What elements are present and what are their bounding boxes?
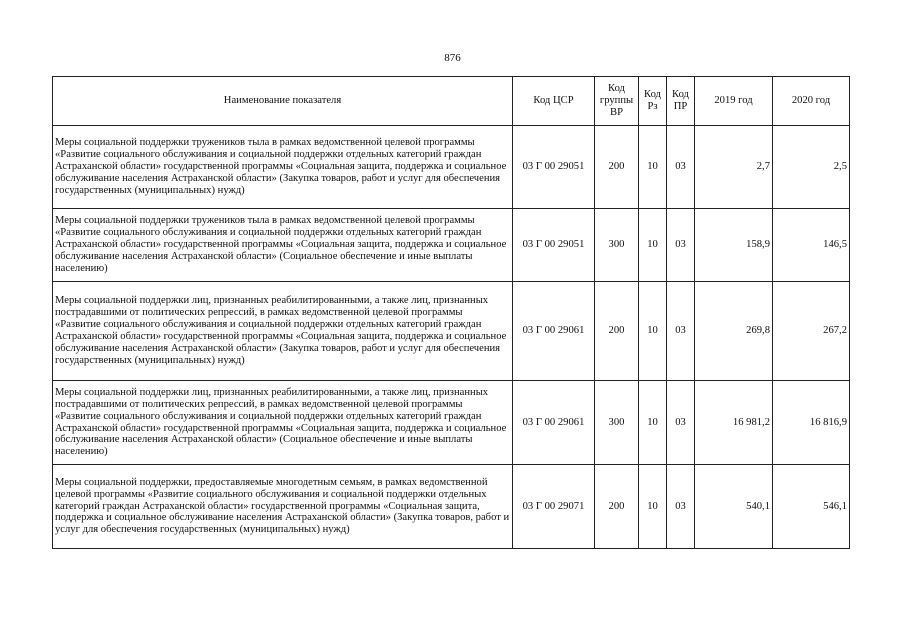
row-vr-code: 200 [595, 126, 639, 209]
row-value-2019: 540,1 [695, 465, 773, 549]
row-rz-code: 10 [639, 282, 667, 381]
row-rz-code: 10 [639, 381, 667, 465]
row-rz-code: 10 [639, 209, 667, 282]
row-value-2019: 269,8 [695, 282, 773, 381]
row-csr-code: 03 Г 00 29061 [513, 282, 595, 381]
row-pr-code: 03 [667, 126, 695, 209]
row-name: Меры социальной поддержки, предоставляемые многодетным семьям, в рамках ведомственной целевой программы «Развитие социального обслуживания и социальной поддержки отдельных категорий граждан Астраханской области» государственной программы «Социальная защита, поддержка и социальное обслуживание населения Астраханской области» (Закупка товаров, работ и услуг для обеспечения государственных (муниципальных) нужд) [53, 465, 513, 549]
row-value-2020: 146,5 [773, 209, 850, 282]
row-pr-code: 03 [667, 381, 695, 465]
row-value-2020: 267,2 [773, 282, 850, 381]
header-2020: 2020 год [773, 77, 850, 126]
row-pr-code: 03 [667, 209, 695, 282]
row-value-2020: 2,5 [773, 126, 850, 209]
row-vr-code: 200 [595, 282, 639, 381]
header-csr-code: Код ЦСР [513, 77, 595, 126]
header-vr-code: Код группы ВР [595, 77, 639, 126]
table-row [53, 282, 850, 381]
header-2019: 2019 год [695, 77, 773, 126]
row-value-2019: 16 981,2 [695, 381, 773, 465]
row-rz-code: 10 [639, 126, 667, 209]
table-row [53, 465, 850, 549]
row-value-2020: 16 816,9 [773, 381, 850, 465]
row-vr-code: 200 [595, 465, 639, 549]
table-row [53, 381, 850, 465]
row-name: Меры социальной поддержки лиц, признанных реабилитированными, а также лиц, признанных пострадавшими от политических репрессий, в рамках ведомственной целевой программы «Развитие социального обслуживания и социальной поддержки отдельных категорий граждан Астраханской области» государственной программы «Социальная защита, поддержка и социальное обслуживание населения Астраханской области» (Социальное обеспечение и иные выплаты населению) [53, 381, 513, 465]
row-vr-code: 300 [595, 209, 639, 282]
row-value-2019: 2,7 [695, 126, 773, 209]
row-name: Меры социальной поддержки лиц, признанных реабилитированными, а также лиц, признанных пострадавшими от политических репрессий, в рамках ведомственной целевой программы «Развитие социального обслуживания и социальной поддержки отдельных категорий граждан Астраханской области» государственной программы «Социальная защита, поддержка и социальное обслуживание населения Астраханской области» (Закупка товаров, работ и услуг для обеспечения государственных (муниципальных) нужд) [53, 282, 513, 381]
row-vr-code: 300 [595, 381, 639, 465]
header-pr-code: Код ПР [667, 77, 695, 126]
row-rz-code: 10 [639, 465, 667, 549]
row-csr-code: 03 Г 00 29071 [513, 465, 595, 549]
table-header-row [53, 77, 850, 126]
header-rz-code: Код Рз [639, 77, 667, 126]
row-pr-code: 03 [667, 465, 695, 549]
row-csr-code: 03 Г 00 29051 [513, 126, 595, 209]
row-pr-code: 03 [667, 282, 695, 381]
row-value-2019: 158,9 [695, 209, 773, 282]
row-csr-code: 03 Г 00 29061 [513, 381, 595, 465]
row-name: Меры социальной поддержки тружеников тыла в рамках ведомственной целевой программы «Развитие социального обслуживания и социальной поддержки отдельных категорий граждан Астраханской области» государственной программы «Социальная защита, поддержка и социальное обслуживание населения Астраханской области» (Закупка товаров, работ и услуг для обеспечения государственных (муниципальных) нужд) [53, 126, 513, 209]
header-name: Наименование показателя [53, 77, 513, 126]
row-value-2020: 546,1 [773, 465, 850, 549]
table-row [53, 209, 850, 282]
table-row [53, 126, 850, 209]
row-name: Меры социальной поддержки тружеников тыла в рамках ведомственной целевой программы «Развитие социального обслуживания и социальной поддержки отдельных категорий граждан Астраханской области» государственной программы «Социальная защита, поддержка и социальное обслуживание населения Астраханской области» (Социальное обеспечение и иные выплаты населению) [53, 209, 513, 282]
row-csr-code: 03 Г 00 29051 [513, 209, 595, 282]
budget-table [52, 76, 850, 549]
page-number: 876 [444, 52, 461, 64]
